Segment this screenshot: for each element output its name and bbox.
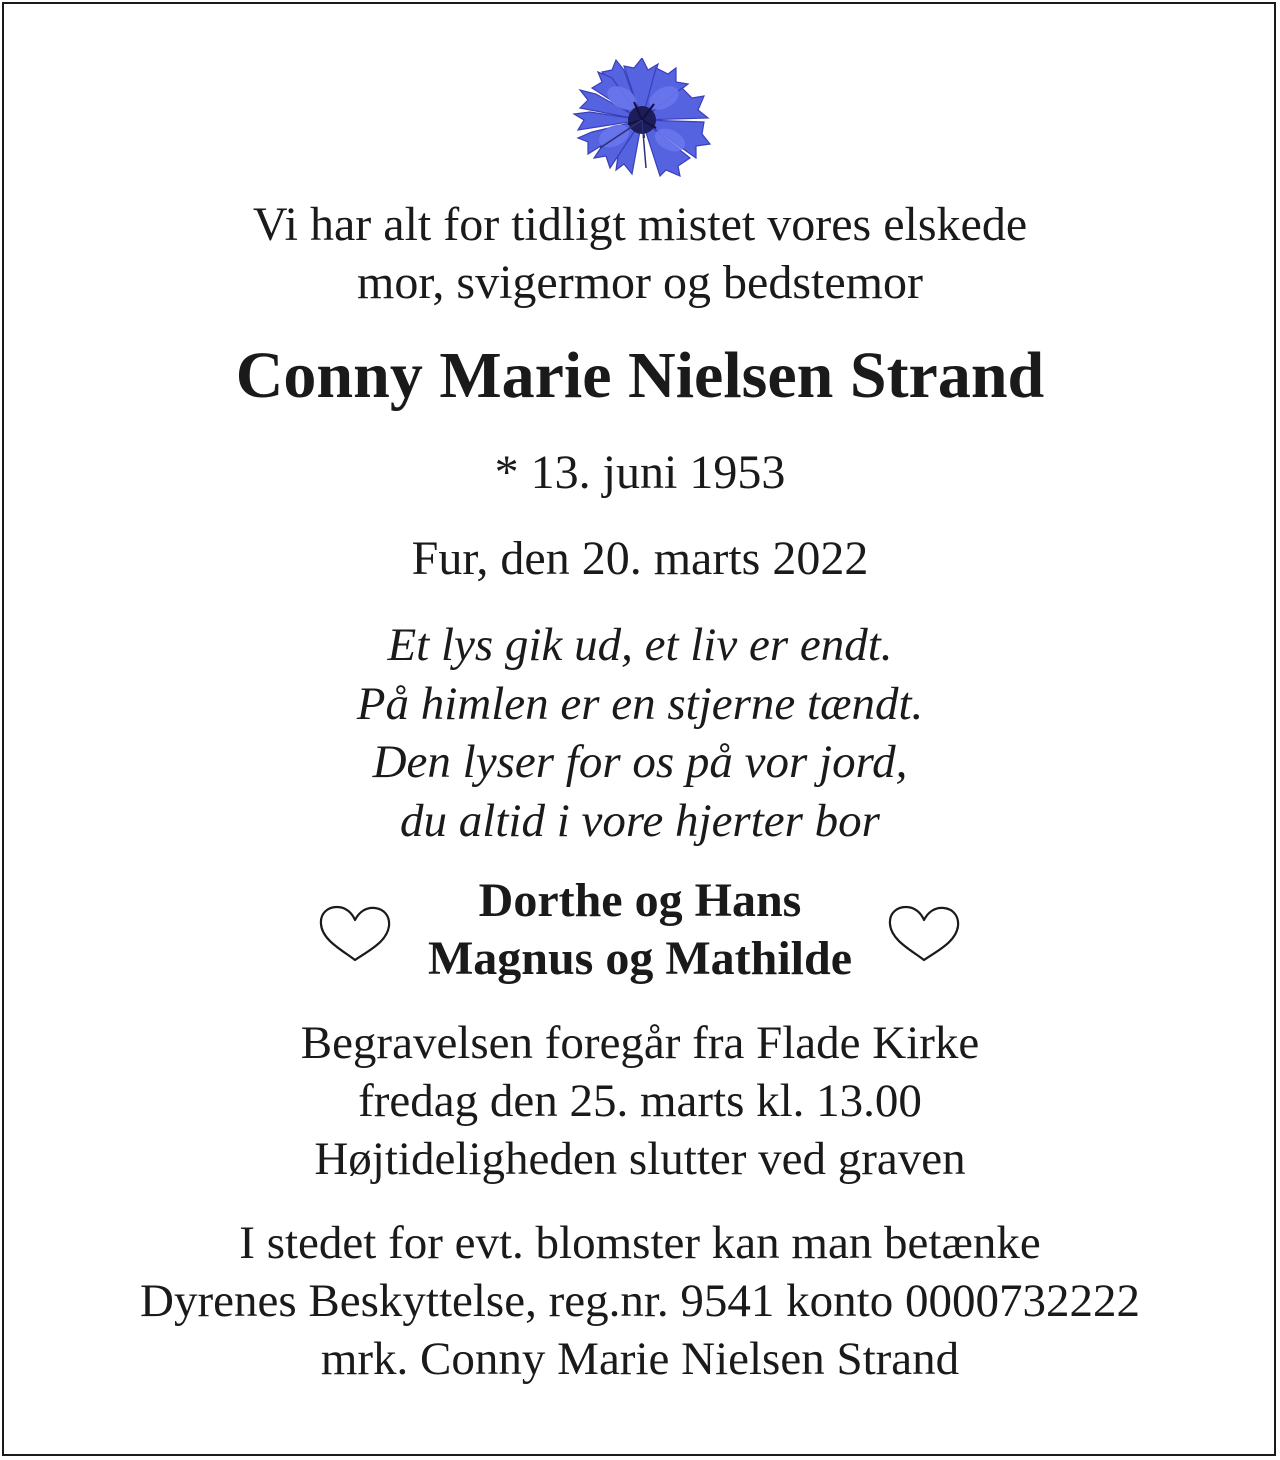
death-date-text: Fur, den 20. marts 2022 <box>411 532 869 585</box>
poem <box>0 616 1280 850</box>
poem-line: Et lys gik ud, et liv er endt. <box>387 619 893 671</box>
poem-line: du altid i vore hjerter bor <box>400 794 880 847</box>
family-names <box>0 872 1280 988</box>
funeral-line: fredag den 25. marts kl. 13.00 <box>358 1075 922 1127</box>
family-line: Magnus og Mathilde <box>427 932 853 985</box>
donation-info <box>0 1214 1280 1388</box>
birth-date-text: * 13. juni 1953 <box>494 446 786 499</box>
family-line: Dorthe og Hans <box>478 874 802 927</box>
donation-line: mrk. Conny Marie Nielsen Strand <box>320 1333 960 1385</box>
intro-line: Vi har alt for tidligt mistet vores elskede <box>252 198 1028 251</box>
deceased-name <box>0 338 1280 414</box>
intro-line: mor, svigermor og bedstemor <box>357 256 923 309</box>
poem-line: På himlen er en stjerne tændt. <box>356 677 924 730</box>
donation-line: Dyrenes Beskyttelse, reg.nr. 9541 konto 0000732222 <box>140 1275 1140 1327</box>
funeral-info <box>0 1014 1280 1188</box>
funeral-line: Begravelsen foregår fra Flade Kirke <box>300 1017 980 1069</box>
funeral-line: Højtideligheden slutter ved graven <box>314 1133 966 1185</box>
heart-outline-icon <box>885 904 963 964</box>
intro-text <box>0 196 1280 312</box>
deceased-name-text: Conny Marie Nielsen Strand <box>235 339 1045 412</box>
birth-date <box>0 444 1280 502</box>
poem-line: Den lyser for os på vor jord, <box>372 736 908 788</box>
death-date <box>0 530 1280 588</box>
cornflower-icon <box>572 58 712 178</box>
donation-line: I stedet for evt. blomster kan man betænke <box>239 1217 1041 1269</box>
